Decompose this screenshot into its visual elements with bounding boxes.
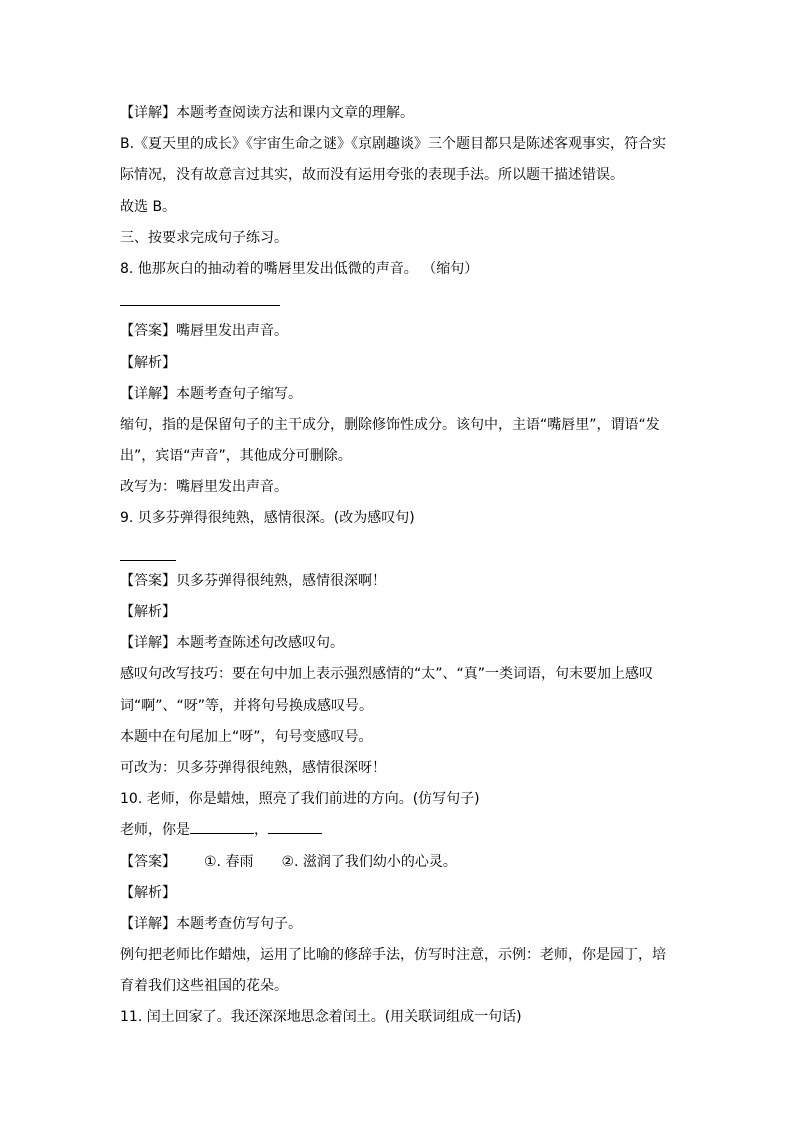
- explanation-line: 词“啊”、“呀”等，并将句号换成感叹号。: [120, 697, 374, 714]
- answer-9: 【答案】贝多芬弹得很纯熟，感情很深啊！: [120, 572, 386, 589]
- document-page: [120, 98, 680, 1034]
- explanation-line: 可改为：贝多芬弹得很纯熟，感情很深呀！: [120, 759, 386, 776]
- fill-blank-2: [268, 819, 322, 834]
- template-prefix: 老师，你是: [120, 822, 190, 839]
- analysis-label: 【解析】: [120, 354, 176, 371]
- question-10-template: [120, 815, 680, 846]
- explanation-line: 出”，宾语“声音”，其他成分可删除。: [120, 448, 352, 465]
- explanation-line: 改写为：嘴唇里发出声音。: [120, 479, 288, 496]
- question-10: 10. 老师，你是蜡烛，照亮了我们前进的方向。(仿写句子): [120, 791, 480, 808]
- fill-blank-1: [190, 819, 254, 834]
- detail-9: 【详解】本题考查陈述句改感叹句。: [120, 635, 344, 652]
- detail-10: 【详解】本题考查仿写句子。: [120, 915, 302, 932]
- answer-10-1: ①. 春雨: [204, 853, 254, 870]
- analysis-label: 【解析】: [120, 884, 176, 901]
- answer-label: 【答案】: [120, 853, 176, 870]
- explanation-line: 育着我们这些祖国的花朵。: [120, 978, 288, 995]
- answer-blank: [120, 285, 680, 316]
- explanation-line: 际情况，没有故意言过其实，故而没有运用夸张的表现手法。所以题干描述错误。: [120, 167, 624, 184]
- explanation-line: 本题中在句尾加上“呀”，句号变感叹号。: [120, 728, 373, 745]
- detail-8: 【详解】本题考查句子缩写。: [120, 385, 302, 402]
- answer-8: 【答案】嘴唇里发出声音。: [120, 323, 288, 340]
- explanation-line: 缩句，指的是保留句子的主干成分，删除修饰性成分。该句中，主语“嘴唇里”，谓语“发: [120, 416, 660, 433]
- answer-10: [120, 847, 680, 878]
- explanation-line: 例句把老师比作蜡烛，运用了比喻的修辞手法，仿写时注意，示例：老师，你是园丁，培: [120, 947, 666, 964]
- answer-blank: [120, 535, 680, 566]
- choice-line: 故选 B。: [120, 198, 177, 215]
- analysis-label: 【解析】: [120, 604, 176, 620]
- explanation-line: B.《夏天里的成长》《宇宙生命之谜》《京剧趣谈》三个题目都只是陈述客观事实，符合实: [120, 136, 667, 153]
- explanation-line: 感叹句改写技巧：要在句中加上表示强烈感情的“太”、“真”一类词语，句末要加上感叹: [120, 666, 654, 683]
- question-9: 9. 贝多芬弹得很纯熟，感情很深。(改为感叹句): [120, 510, 415, 527]
- template-separator: ，: [254, 822, 268, 839]
- answer-10-2: ②. 滋润了我们幼小的心灵。: [281, 853, 457, 870]
- section-heading: 三、按要求完成句子练习。: [120, 229, 288, 246]
- question-11: 11. 闰土回家了。我还深深地思念着闰土。(用关联词组成一句话): [120, 1009, 522, 1026]
- question-8: 8. 他那灰白的抽动着的嘴唇里发出低微的声音。 （缩句）: [120, 260, 479, 277]
- explanation-line: 【详解】本题考查阅读方法和课内文章的理解。: [120, 105, 414, 121]
